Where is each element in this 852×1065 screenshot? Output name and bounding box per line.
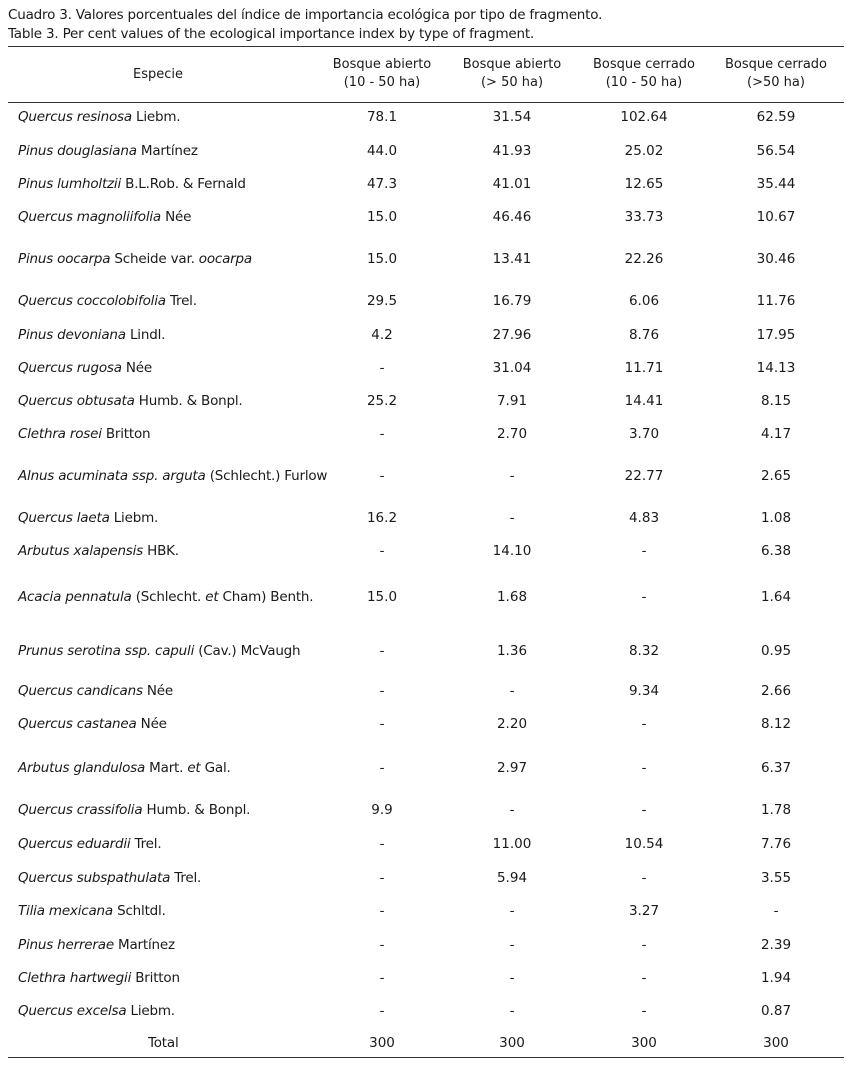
species-binomial: Pinus herrerae	[18, 937, 114, 953]
value-cell: 1.36	[496, 643, 528, 659]
value-cell: 14.13	[756, 360, 796, 376]
table-row	[0, 206, 852, 228]
table-row	[0, 900, 852, 922]
value-cell: 25.02	[624, 143, 664, 159]
table-row	[0, 357, 852, 379]
species-authority: Humb. & Bonpl.	[142, 802, 251, 818]
total-row	[0, 1032, 852, 1054]
species-name	[18, 680, 173, 702]
value-cell: -	[641, 1003, 647, 1019]
species-name	[18, 833, 161, 855]
species-name	[18, 713, 167, 735]
species-authority-extra: Gal.	[200, 760, 231, 776]
species-name	[18, 140, 198, 162]
species-binomial: Arbutus xalapensis	[18, 543, 144, 559]
header-line: Bosque abierto	[332, 57, 432, 72]
species-authority: Trel.	[170, 870, 202, 886]
value-cell: 2.20	[496, 716, 528, 732]
value-cell: -	[379, 643, 385, 659]
species-binomial: Pinus douglasiana	[18, 143, 137, 159]
value-cell: 10.67	[756, 209, 796, 225]
value-cell: 8.15	[760, 393, 792, 409]
value-cell: 8.32	[628, 643, 660, 659]
value-cell: 0.87	[760, 1003, 792, 1019]
species-name	[18, 540, 179, 562]
species-authority: HBK.	[143, 543, 179, 559]
value-cell: 41.01	[492, 176, 532, 192]
table-row	[0, 640, 852, 662]
value-cell: -	[509, 903, 515, 919]
species-binomial: Tilia mexicana	[18, 903, 113, 919]
total-label: Total	[148, 1035, 179, 1051]
value-cell: -	[641, 970, 647, 986]
species-binomial: Quercus magnoliifolia	[18, 209, 161, 225]
value-cell: 7.91	[496, 393, 528, 409]
species-name	[18, 867, 201, 889]
species-authority: Trel.	[165, 293, 197, 309]
species-binomial: Alnus acuminata ssp. arguta	[18, 468, 206, 484]
species-authority: Liebm.	[126, 1003, 175, 1019]
species-name	[18, 507, 158, 529]
value-cell: 16.2	[366, 510, 398, 526]
species-binomial: Quercus eduardii	[18, 836, 131, 852]
species-name	[18, 423, 150, 445]
species-authority: Liebm.	[131, 109, 181, 125]
value-cell: -	[641, 543, 647, 559]
value-cell: -	[641, 760, 647, 776]
species-name	[18, 967, 180, 989]
species-binomial: Quercus laeta	[18, 510, 110, 526]
value-cell: 16.79	[492, 293, 532, 309]
species-binomial: Quercus castanea	[18, 716, 137, 732]
value-cell: -	[509, 1003, 515, 1019]
species-authority: (Schlecht.) Furlow	[205, 468, 328, 484]
table-row	[0, 934, 852, 956]
value-cell: 30.46	[756, 251, 796, 267]
value-cell: 31.54	[492, 109, 532, 125]
table-row	[0, 799, 852, 821]
value-cell: 47.3	[366, 176, 398, 192]
table-row	[0, 680, 852, 702]
table-row	[0, 140, 852, 162]
value-cell: 6.37	[760, 760, 792, 776]
value-cell: 22.26	[624, 251, 664, 267]
table-row	[0, 507, 852, 529]
species-binomial: Quercus subspathulata	[18, 870, 171, 886]
value-cell: -	[379, 870, 385, 886]
species-name	[18, 900, 166, 922]
value-cell: 1.68	[496, 589, 528, 605]
bottom-rule	[8, 1057, 844, 1058]
value-cell: -	[509, 937, 515, 953]
caption-spanish: Cuadro 3. Valores porcentuales del índice de importancia ecológica por tipo de fragmento.	[8, 7, 603, 23]
species-name	[18, 640, 300, 662]
species-name	[18, 799, 250, 821]
table-row	[0, 833, 852, 855]
value-cell: 15.0	[366, 251, 398, 267]
header-closed-small	[580, 56, 708, 92]
total-value: 300	[631, 1035, 657, 1051]
species-authority: (Cav.) McVaugh	[194, 643, 301, 659]
species-binomial: Pinus oocarpa	[18, 251, 111, 267]
value-cell: 2.97	[496, 760, 528, 776]
value-cell: 1.78	[760, 802, 792, 818]
table-caption	[8, 6, 602, 44]
value-cell: 4.2	[371, 327, 393, 343]
value-cell: -	[641, 937, 647, 953]
value-cell: -	[379, 903, 385, 919]
value-cell: 3.27	[628, 903, 660, 919]
value-cell: 14.10	[492, 543, 532, 559]
value-cell: 1.08	[760, 510, 792, 526]
species-authority: Scheide var.	[110, 251, 199, 267]
value-cell: 1.94	[760, 970, 792, 986]
header-species: Especie	[133, 67, 183, 82]
species-binomial: Prunus serotina ssp. capuli	[18, 643, 195, 659]
species-italic-extra: et	[187, 760, 201, 776]
value-cell: 15.0	[366, 589, 398, 605]
value-cell: -	[379, 760, 385, 776]
species-binomial: Quercus excelsa	[18, 1003, 127, 1019]
species-authority: Née	[142, 683, 174, 699]
species-binomial: Quercus rugosa	[18, 360, 122, 376]
species-name	[18, 1000, 175, 1022]
value-cell: -	[379, 836, 385, 852]
value-cell: -	[509, 510, 515, 526]
header-line: (10 - 50 ha)	[343, 75, 421, 90]
species-authority: Humb. & Bonpl.	[134, 393, 243, 409]
value-cell: -	[379, 360, 385, 376]
value-cell: 6.38	[760, 543, 792, 559]
value-cell: 33.73	[624, 209, 664, 225]
table-row	[0, 106, 852, 128]
table-row	[0, 173, 852, 195]
species-name	[18, 934, 175, 956]
caption-english: Table 3. Per cent values of the ecological importance index by type of fragment.	[8, 26, 535, 42]
species-authority: Née	[136, 716, 167, 732]
header-closed-large	[712, 56, 840, 92]
header-open-small	[318, 56, 446, 92]
value-cell: 7.76	[760, 836, 792, 852]
species-authority: Trel.	[130, 836, 162, 852]
value-cell: 12.65	[624, 176, 664, 192]
value-cell: -	[641, 870, 647, 886]
species-authority: Née	[121, 360, 152, 376]
species-binomial: Pinus lumholtzii	[18, 176, 122, 192]
value-cell: 46.46	[492, 209, 532, 225]
table-row	[0, 713, 852, 735]
header-line: Bosque cerrado	[724, 57, 828, 72]
value-cell: 27.96	[492, 327, 532, 343]
species-name	[18, 206, 191, 228]
value-cell: 11.76	[756, 293, 796, 309]
total-value: 300	[499, 1035, 525, 1051]
total-value: 300	[369, 1035, 395, 1051]
table-row	[0, 423, 852, 445]
species-name	[18, 324, 165, 346]
value-cell: -	[509, 970, 515, 986]
species-binomial: Quercus crassifolia	[18, 802, 143, 818]
value-cell: -	[379, 937, 385, 953]
species-name	[18, 586, 313, 608]
table-row	[0, 248, 852, 270]
value-cell: -	[509, 683, 515, 699]
value-cell: -	[379, 970, 385, 986]
value-cell: 5.94	[496, 870, 528, 886]
table-row	[0, 390, 852, 412]
value-cell: 41.93	[492, 143, 532, 159]
species-binomial: Quercus candicans	[18, 683, 143, 699]
species-authority-extra: Cham) Benth.	[218, 589, 314, 605]
value-cell: 0.95	[760, 643, 792, 659]
species-authority: Lindl.	[125, 327, 166, 343]
value-cell: 13.41	[492, 251, 532, 267]
species-name	[18, 290, 197, 312]
table-row	[0, 290, 852, 312]
value-cell: 4.17	[760, 426, 792, 442]
value-cell: 62.59	[756, 109, 796, 125]
value-cell: -	[379, 1003, 385, 1019]
value-cell: 31.04	[492, 360, 532, 376]
species-binomial: Quercus coccolobifolia	[18, 293, 166, 309]
species-authority: B.L.Rob. & Fernald	[121, 176, 246, 192]
species-authority: (Schlecht.	[131, 589, 206, 605]
value-cell: 44.0	[366, 143, 398, 159]
species-italic-extra: oocarpa	[198, 251, 252, 267]
value-cell: 35.44	[756, 176, 796, 192]
species-binomial: Acacia pennatula	[18, 589, 132, 605]
table-row	[0, 967, 852, 989]
species-authority: Britton	[101, 426, 151, 442]
value-cell: 2.65	[760, 468, 792, 484]
total-value: 300	[763, 1035, 789, 1051]
value-cell: 9.34	[628, 683, 660, 699]
header-open-large	[448, 56, 576, 92]
species-binomial: Arbutus glandulosa	[18, 760, 146, 776]
value-cell: -	[641, 802, 647, 818]
value-cell: -	[379, 543, 385, 559]
value-cell: 11.00	[492, 836, 532, 852]
header-line: (> 50 ha)	[480, 75, 544, 90]
species-binomial: Clethra hartwegii	[18, 970, 132, 986]
value-cell: 78.1	[366, 109, 398, 125]
value-cell: 56.54	[756, 143, 796, 159]
species-authority: Martínez	[136, 143, 198, 159]
species-authority: Née	[161, 209, 192, 225]
species-name	[18, 106, 180, 128]
value-cell: 22.77	[624, 468, 664, 484]
table-row	[0, 540, 852, 562]
value-cell: 2.66	[760, 683, 792, 699]
species-name	[18, 357, 152, 379]
species-binomial: Quercus resinosa	[18, 109, 132, 125]
value-cell: 2.70	[496, 426, 528, 442]
table-row	[0, 1000, 852, 1022]
value-cell: -	[379, 468, 385, 484]
species-authority: Mart.	[145, 760, 188, 776]
value-cell: 3.70	[628, 426, 660, 442]
header-line: (10 - 50 ha)	[605, 75, 683, 90]
value-cell: 4.83	[628, 510, 660, 526]
header-line: (>50 ha)	[747, 75, 805, 90]
species-binomial: Quercus obtusata	[18, 393, 135, 409]
value-cell: 3.55	[760, 870, 792, 886]
value-cell: 8.12	[760, 716, 792, 732]
header-line: Bosque cerrado	[592, 57, 696, 72]
species-name	[18, 390, 243, 412]
value-cell: 25.2	[366, 393, 398, 409]
value-cell: 8.76	[628, 327, 660, 343]
value-cell: -	[509, 802, 515, 818]
species-authority: Martínez	[113, 937, 175, 953]
value-cell: -	[379, 716, 385, 732]
value-cell: 15.0	[366, 209, 398, 225]
table-row	[0, 324, 852, 346]
species-binomial: Clethra rosei	[18, 426, 102, 442]
value-cell: 1.64	[760, 589, 792, 605]
value-cell: -	[379, 683, 385, 699]
header-line: Bosque abierto	[462, 57, 562, 72]
value-cell: -	[773, 903, 779, 919]
species-name	[18, 757, 231, 779]
value-cell: -	[641, 589, 647, 605]
value-cell: -	[509, 468, 515, 484]
value-cell: 102.64	[620, 109, 668, 125]
value-cell: -	[379, 426, 385, 442]
value-cell: 29.5	[366, 293, 398, 309]
value-cell: 17.95	[756, 327, 796, 343]
species-name	[18, 248, 252, 270]
species-name	[18, 465, 327, 487]
species-authority: Liebm.	[109, 510, 159, 526]
value-cell: 2.39	[760, 937, 792, 953]
header-rule	[8, 102, 844, 103]
species-authority: Britton	[131, 970, 180, 986]
value-cell: -	[641, 716, 647, 732]
species-binomial: Pinus devoniana	[18, 327, 126, 343]
table-row	[0, 867, 852, 889]
table-row	[0, 465, 852, 487]
species-italic-extra: et	[205, 589, 219, 605]
species-name	[18, 173, 246, 195]
value-cell: 9.9	[371, 802, 393, 818]
species-authority: Schltdl.	[112, 903, 166, 919]
value-cell: 10.54	[624, 836, 664, 852]
table-row	[0, 586, 852, 608]
top-rule	[8, 46, 844, 47]
value-cell: 6.06	[628, 293, 660, 309]
table-row	[0, 757, 852, 779]
value-cell: 11.71	[624, 360, 664, 376]
value-cell: 14.41	[624, 393, 664, 409]
